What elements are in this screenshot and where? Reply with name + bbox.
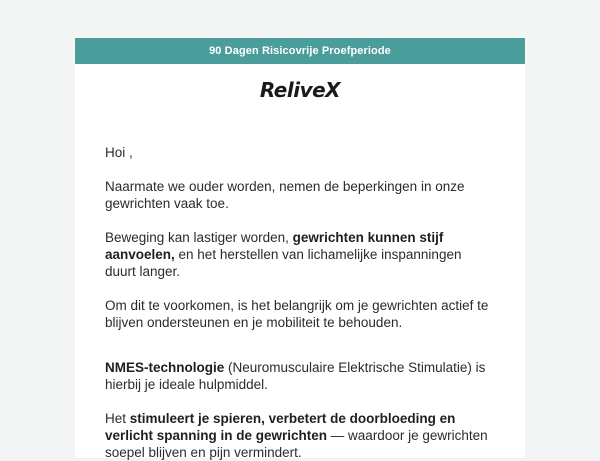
paragraph-aging: Naarmate we ouder worden, nemen de beperkingen in onze gewrichten vaak toe. xyxy=(105,179,465,211)
paragraph-benefits-bold: stimuleert je spieren, verbetert de doorbloeding en verlicht spanning in de gewrichten xyxy=(105,411,456,443)
paragraph-movement-post: en het herstellen van lichamelijke inspanningen duurt langer. xyxy=(105,247,462,279)
greeting: Hoi , xyxy=(105,145,133,160)
paragraph-movement-bold: gewrichten kunnen stijf aanvoelen, xyxy=(105,230,444,262)
paragraph-nmes xyxy=(105,359,495,393)
email-container xyxy=(75,38,525,458)
paragraph-nmes-post: (Neuromusculaire Elektrische Stimulatie) is hierbij je ideale hulpmiddel. xyxy=(105,360,486,392)
paragraph-benefits-post: — waardoor je gewrichten soepel blijven en pijn vermindert. xyxy=(105,428,488,460)
brand-logo-text: ReliveX xyxy=(259,78,341,102)
brand-logo[interactable] xyxy=(75,64,525,116)
paragraph-prevention: Om dit te voorkomen, is het belangrijk om je gewrichten actief te blijven ondersteunen en je mobiliteit te behouden. xyxy=(105,298,489,330)
paragraph-movement-pre: Beweging kan lastiger worden, xyxy=(105,230,293,245)
paragraph-nmes-bold: NMES-technologie xyxy=(105,360,225,375)
paragraph-movement xyxy=(105,229,495,280)
paragraph-benefits-pre: Het xyxy=(105,411,130,426)
promo-banner-text: 90 Dagen Risicovrije Proefperiode xyxy=(209,45,391,57)
paragraph-benefits xyxy=(105,410,495,461)
email-body xyxy=(75,116,525,461)
promo-banner[interactable] xyxy=(75,38,525,64)
